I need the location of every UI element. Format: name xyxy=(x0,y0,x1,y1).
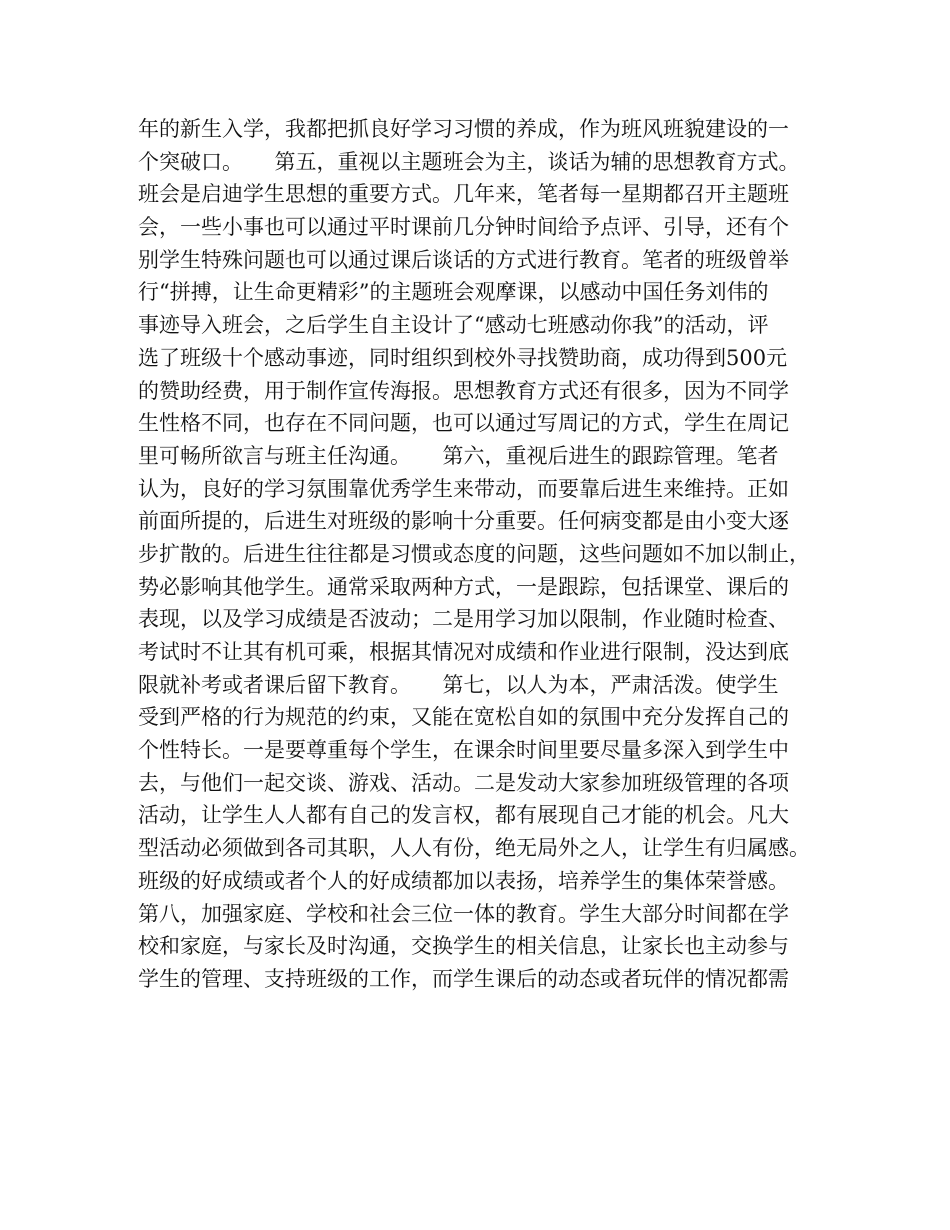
text-line: 表现，以及学习成绩是否波动；二是用学习加以限制，作业随时检查、 xyxy=(138,607,789,632)
text-line: 活动，让学生人人都有自己的发言权，都有展现自己才能的机会。凡大 xyxy=(138,803,789,828)
body-text xyxy=(138,113,818,996)
text-line: 生性格不同，也存在不同问题，也可以通过写周记的方式，学生在周记 xyxy=(138,411,789,436)
text-line: 考试时不让其有机可乘，根据其情况对成绩和作业进行限制，没达到底 xyxy=(138,640,789,664)
text-line: 受到严格的行为规范的约束，又能在宽松自如的氛围中充分发挥自己的 xyxy=(138,705,789,730)
text-line: 选了班级十个感动事迹，同时组织到校外寻找赞助商，成功得到500元 xyxy=(138,345,788,370)
text-line: 事迹导入班会，之后学生自主设计了“感动七班感动你我”的活动，评 xyxy=(138,313,769,338)
text-line: 的赞助经费，用于制作宣传海报。思想教育方式还有很多，因为不同学 xyxy=(138,378,789,403)
text-line: 去，与他们一起交谈、游戏、活动。二是发动大家参加班级管理的各项 xyxy=(138,770,789,795)
text-line: 个突破口。 第五，重视以主题班会为主，谈话为辅的思想教育方式。 xyxy=(138,149,800,174)
text-line: 认为，良好的学习氛围靠优秀学生来带动，而要靠后进生来维持。正如 xyxy=(138,476,789,501)
text-line: 型活动必须做到各司其职，人人有份，绝无局外之人，让学生有归属感。 xyxy=(138,836,810,861)
text-line: 里可畅所欲言与班主任沟通。 第六，重视后进生的跟踪管理。笔者 xyxy=(138,443,779,468)
text-line: 年的新生入学，我都把抓良好学习习惯的养成，作为班风班貌建设的一 xyxy=(138,117,789,141)
text-line: 别学生特殊问题也可以通过课后谈话的方式进行教育。笔者的班级曾举 xyxy=(138,247,789,272)
text-line: 行“拼搏，让生命更精彩”的主题班会观摩课，以感动中国任务刘伟的 xyxy=(138,280,769,305)
text-line: 第八，加强家庭、学校和社会三位一体的教育。学生大部分时间都在学 xyxy=(138,901,789,926)
text-line: 限就补考或者课后留下教育。 第七，以人为本，严肃活泼。使学生 xyxy=(138,672,779,697)
text-line: 班级的好成绩或者个人的好成绩都加以表扬，培养学生的集体荣誉感。 xyxy=(138,868,789,893)
text-line: 会，一些小事也可以通过平时课前几分钟时间给予点评、引导，还有个 xyxy=(138,215,789,240)
text-line: 势必影响其他学生。通常采取两种方式，一是跟踪，包括课堂、课后的 xyxy=(138,574,789,599)
text-line: 班会是启迪学生思想的重要方式。几年来，笔者每一星期都召开主题班 xyxy=(138,182,789,207)
text-line: 步扩散的。后进生往往都是习惯或态度的问题，这些问题如不加以制止， xyxy=(138,541,810,566)
text-line: 校和家庭，与家长及时沟通，交换学生的相关信息，让家长也主动参与 xyxy=(138,934,789,959)
text-line: 前面所提的，后进生对班级的影响十分重要。任何病变都是由小变大逐 xyxy=(138,509,789,534)
text-line: 个性特长。一是要尊重每个学生，在课余时间里要尽量多深入到学生中 xyxy=(138,738,789,763)
text-line: 学生的管理、支持班级的工作，而学生课后的动态或者玩伴的情况都需 xyxy=(138,966,789,991)
